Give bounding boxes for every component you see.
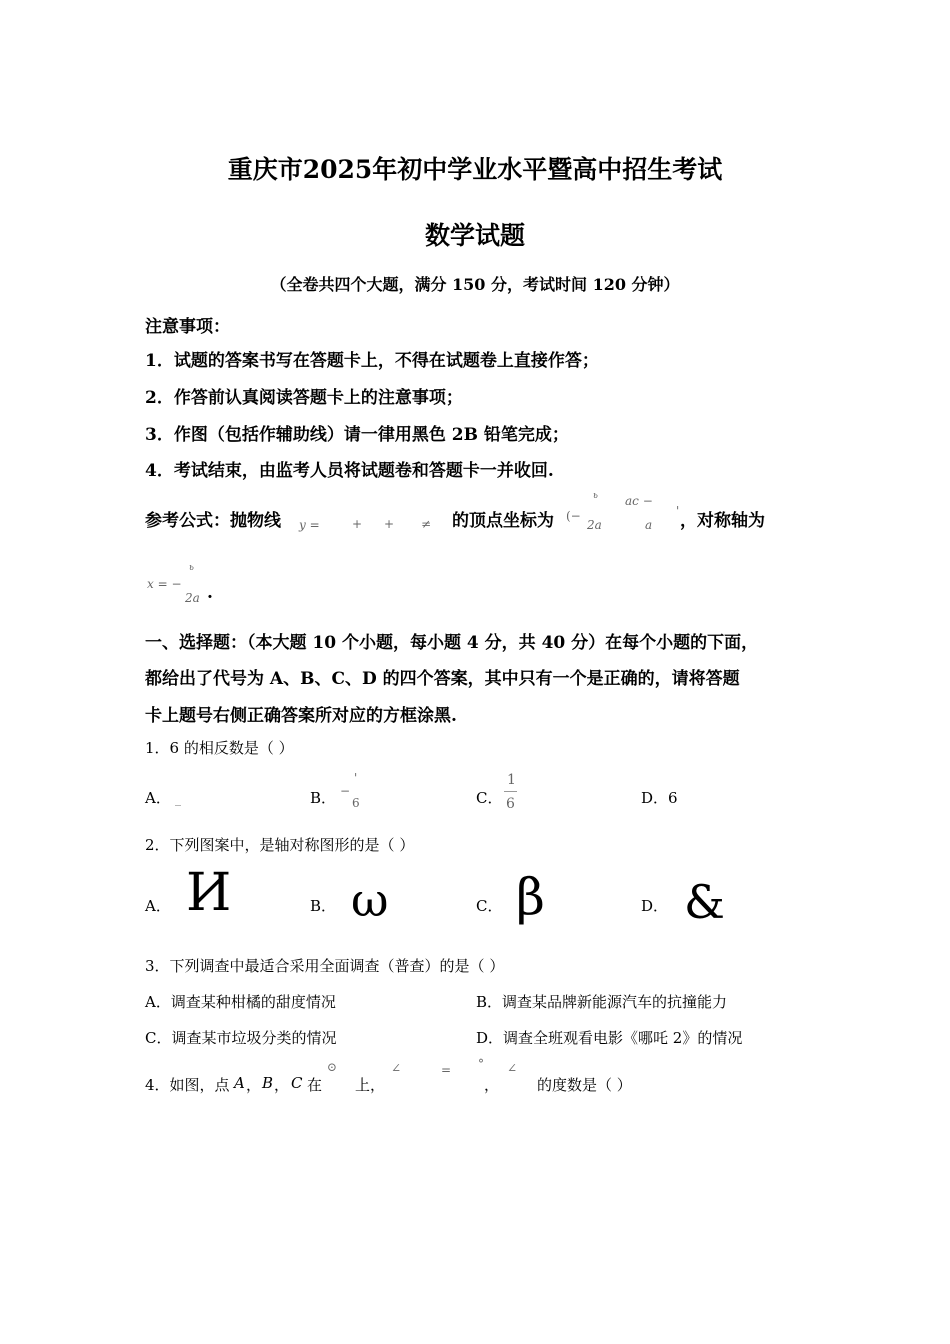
formula-neq: ≠ [421,517,432,531]
formula-tail: ，对称轴为 [680,511,765,531]
q1-option-c-num: 1 [507,772,516,788]
q2-option-b-label: B． [310,897,337,915]
q1-option-c-label: C． [476,789,503,807]
note-item: 4．考试结束，由监考人员将试题卷和答题卡一并收回. [145,461,554,481]
q4-stem-start: 4．如图，点 [145,1076,230,1094]
q1-option-a-value: _ [175,792,181,806]
q4-point-c: C [291,1074,303,1092]
formula-ac-minus: ac − [625,494,653,508]
section1-line: 卡上题号右侧正确答案所对应的方框涂黑. [145,706,457,726]
q3-option-c: C．调查某市垃圾分类的情况 [145,1029,337,1047]
q4-equals: = [441,1063,452,1077]
formula-2a: 2a [587,518,602,532]
q3-option-d: D．调查全班观看电影《哪吒 2》的情况 [476,1029,743,1047]
exam-meta: （全卷共四个大题，满分 150 分，考试时间 120 分钟） [270,275,680,294]
q4-comma: ， [484,1076,500,1094]
q3-option-b: B．调查某品牌新能源汽车的抗撞能力 [476,993,728,1011]
formula-plus: + [352,517,363,531]
angle-icon: ∠ [391,1061,402,1075]
q1-option-b-minus: − [340,784,351,798]
formula-a: a [645,518,653,532]
q4-zai: 在 [307,1076,323,1094]
q2-option-c-label: C． [476,897,503,915]
q4-stem-end: 的度数是（ ） [537,1076,632,1094]
formula-mid: 的顶点坐标为 [452,511,554,531]
degree-icon: ° [478,1057,484,1071]
note-item: 3．作图（包括作辅助线）请一律用黑色 2B 铅笔完成； [145,425,569,445]
q1-stem: 1．6 的相反数是（ ） [145,739,294,757]
q3-stem: 3．下列调查中最适合采用全面调查（普查）的是（ ） [145,957,505,975]
notes-heading: 注意事项： [145,317,230,337]
section1-line: 一、选择题：（本大题 10 个小题，每小题 4 分，共 40 分）在每个小题的下面， [145,633,759,653]
q1-option-c-fraction-bar [504,791,517,792]
formula-paren-close: ' [676,504,680,518]
formula-paren-open: (− [566,509,581,523]
note-item: 1．试题的答案书写在答题卡上，不得在试题卷上直接作答； [145,351,599,371]
axis-period: . [207,583,213,603]
exam-subtitle: 数学试题 [424,221,525,250]
section1-line: 都给出了代号为 A、B、C、D 的四个答案，其中只有一个是正确的，请将答题 [145,669,740,689]
q3-option-a: A．调查某种柑橘的甜度情况 [145,993,336,1011]
q4-point-b: B [262,1074,274,1092]
q2-option-c-figure: β [516,868,545,926]
angle-icon: ∠ [507,1061,518,1075]
q1-option-a-label: A． [145,789,171,807]
exam-title: 重庆市2025年初中学业水平暨高中招生考试 [227,155,723,184]
q1-option-b-num: ' [354,771,358,785]
formula-y-eq: y = [299,518,320,532]
q4-comma: ， [274,1076,290,1094]
q4-point-a: A [234,1074,245,1092]
q1-option-b-den: 6 [352,796,360,810]
formula-plus: + [384,517,395,531]
q1-option-b-label: B． [310,789,337,807]
note-item: 2．作答前认真阅读答题卡上的注意事项； [145,388,463,408]
axis-x-eq: x = − [147,577,182,591]
q1-option-c-den: 6 [506,796,515,812]
q1-option-d: D．6 [641,789,678,807]
formula-b: ь [593,491,598,501]
q2-option-d-figure: & [684,875,725,929]
axis-b: ь [189,563,194,573]
q2-option-d-label: D． [641,897,669,915]
q4-comma: ， [246,1076,262,1094]
circle-o-icon: ⊙ [327,1060,338,1074]
axis-2a: 2a [185,591,200,605]
q2-stem: 2．下列图案中，是轴对称图形的是（ ） [145,836,415,854]
q2-option-a-figure: И [186,863,232,923]
q2-option-b-figure: ω [351,873,389,927]
formula-lead: 参考公式：抛物线 [145,511,281,531]
q2-option-a-label: A． [145,897,171,915]
q4-shang: 上， [355,1076,386,1094]
